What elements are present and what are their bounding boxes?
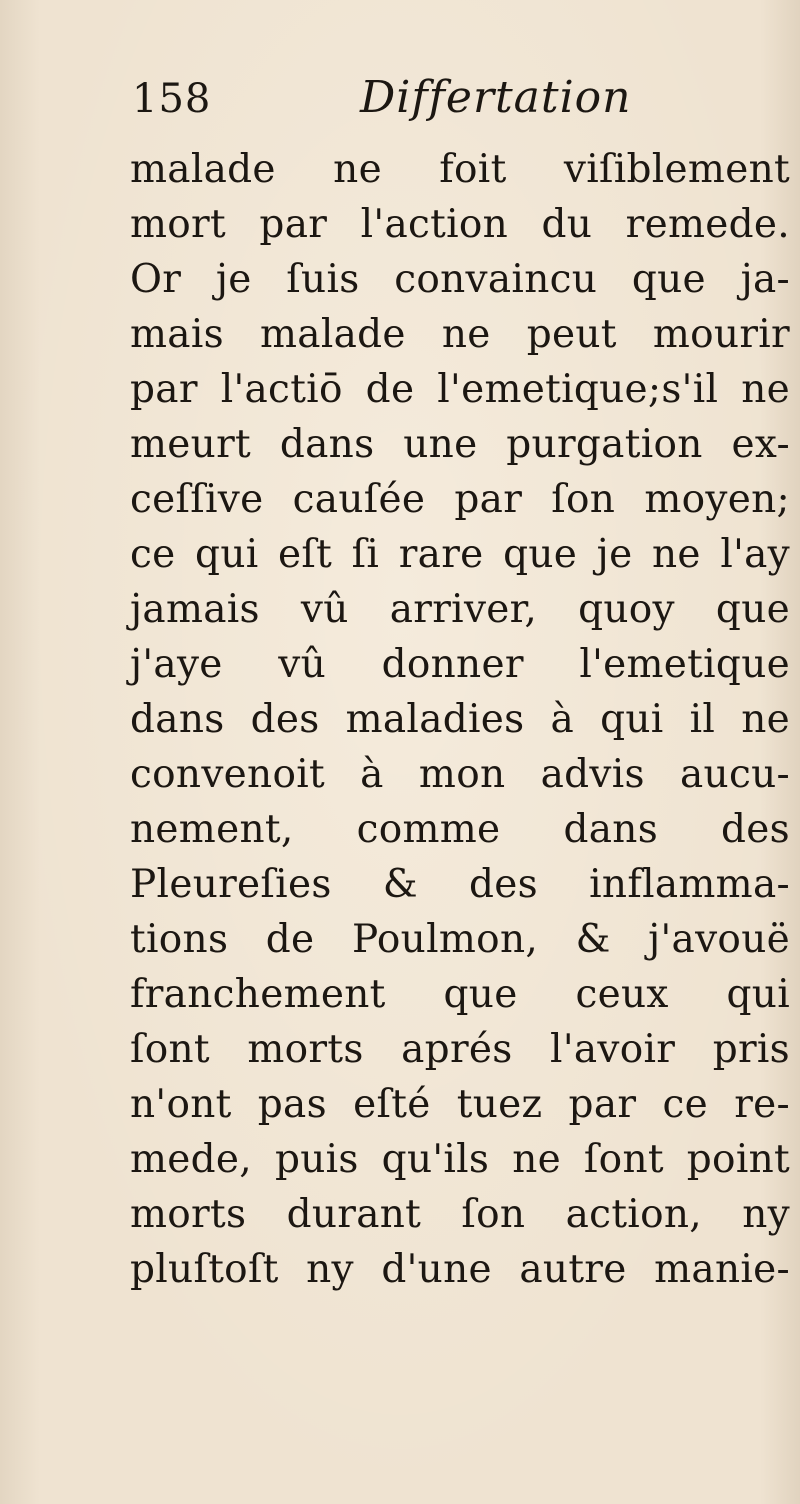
text-line: pluſtoſt ny d'une autre manie- [130,1247,790,1292]
text-line: ſont morts aprés l'avoir pris [130,1027,790,1072]
text-line: ceſſive cauſée par ſon moyen; [130,477,790,522]
page-number: 158 [132,76,212,122]
text-line: mede, puis qu'ils ne ſont point [130,1137,790,1182]
text-line: franchement que ceux qui [130,972,790,1017]
text-line: n'ont pas eſté tuez par ce re- [130,1082,790,1127]
text-line: j'aye vû donner l'emetique [130,642,790,687]
text-line: jamais vû arriver, quoy que [130,587,790,632]
text-line: Or je ſuis convaincu que ja- [130,257,790,302]
text-line: mort par l'action du remede. [130,202,790,247]
text-line: ce qui eſt ſi rare que je ne l'ay [130,532,790,577]
text-line: Pleureſies & des inflamma- [130,862,790,907]
page-header [132,68,772,138]
running-head: Differtation [360,72,632,123]
text-line: meurt dans une purgation ex- [130,422,790,467]
text-line: dans des maladies à qui il ne [130,697,790,742]
text-line: par l'actiō de l'emetique;s'il ne [130,367,790,412]
text-line: nement, comme dans des [130,807,790,852]
text-line: morts durant ſon action, ny [130,1192,790,1237]
body-text [130,142,790,1297]
text-line: malade ne foit viſiblement [130,147,790,192]
text-line: convenoit à mon advis aucu- [130,752,790,797]
text-line: tions de Poulmon, & j'avouë [130,917,790,962]
text-line: mais malade ne peut mourir [130,312,790,357]
